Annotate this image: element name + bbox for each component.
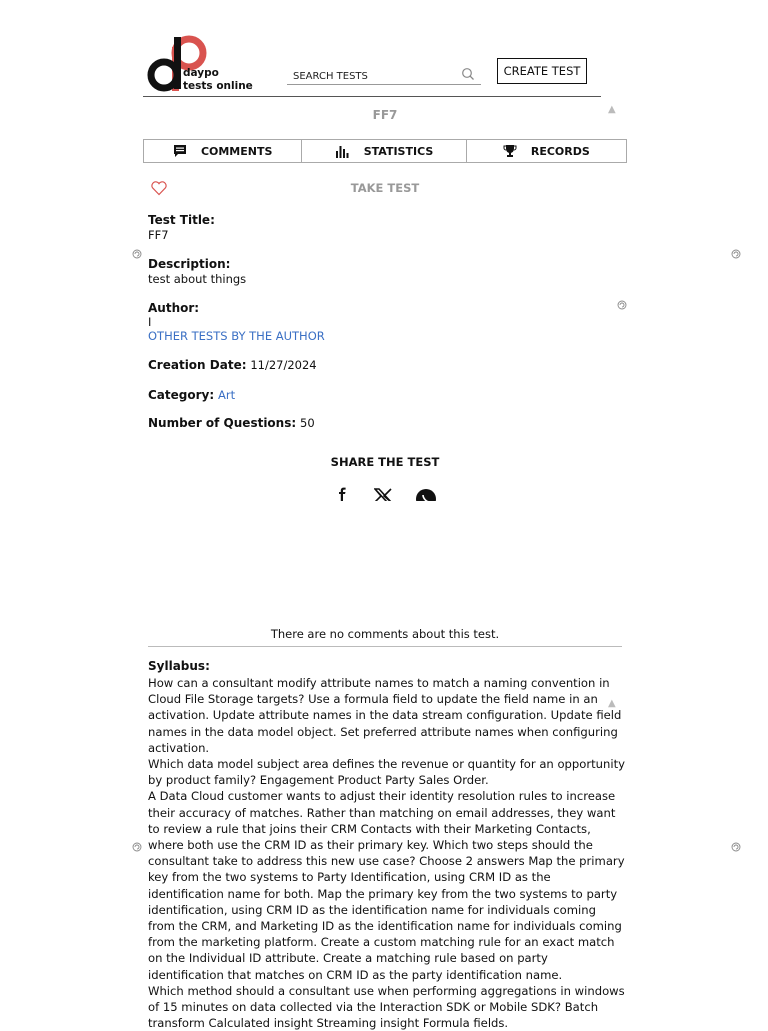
test-title-value: FF7	[148, 228, 169, 242]
comment-icon	[173, 144, 187, 158]
search-icon[interactable]	[461, 67, 475, 81]
facebook-icon[interactable]	[336, 487, 348, 501]
other-tests-link[interactable]: OTHER TESTS BY THE AUTHOR	[148, 329, 325, 343]
logo-text	[183, 67, 253, 93]
ad-info-icon[interactable]	[132, 249, 142, 259]
syllabus-text	[148, 675, 626, 1031]
ad-info-icon[interactable]	[731, 249, 741, 259]
bar-chart-icon	[335, 144, 350, 158]
category-label: Category:	[148, 388, 215, 402]
create-test-button[interactable]: CREATE TEST	[497, 58, 587, 84]
syllabus-paragraph: Which method should a consultant use when performing aggregations in windows of 15 minutes on data collected via the Interaction SDK or Mobile SDK? Batch transform Calculated insight Streaming insight Formula fields.	[148, 983, 625, 1031]
test-title-field	[148, 213, 215, 243]
ad-info-icon[interactable]	[731, 842, 741, 852]
author-field	[148, 301, 325, 344]
num-questions-label: Number of Questions:	[148, 416, 297, 430]
tab-statistics-label: STATISTICS	[363, 144, 434, 158]
category-field	[148, 388, 235, 403]
num-questions-value: 50	[300, 416, 315, 430]
category-link[interactable]: Art	[217, 388, 236, 402]
share-title: SHARE THE TEST	[330, 455, 440, 469]
scroll-up-arrow-icon[interactable]: ▲	[608, 698, 616, 709]
tab-statistics[interactable]	[302, 140, 466, 162]
author-value: I	[148, 315, 152, 329]
search-box	[287, 64, 481, 85]
search-input[interactable]	[287, 68, 453, 82]
logo-line1: daypo	[183, 67, 219, 79]
tab-records[interactable]	[467, 140, 626, 162]
test-title-label: Test Title:	[148, 213, 215, 227]
syllabus-paragraph: How can a consultant modify attribute names to match a naming convention in Cloud File Storage targets? Use a formula field to update the field name in an activation. Update attribute names in the data stream configuration. Update field names in the data model object. Set preferred attribute names when configuring activation.	[148, 676, 622, 755]
ad-info-icon[interactable]	[617, 300, 627, 310]
no-comments-message: There are no comments about this test.	[270, 627, 500, 641]
description-label: Description:	[148, 257, 231, 271]
author-label: Author:	[148, 301, 200, 315]
num-questions-field	[148, 416, 315, 431]
description-value: test about things	[148, 272, 247, 286]
ad-info-icon[interactable]	[132, 842, 142, 852]
trophy-icon	[503, 144, 517, 158]
syllabus-paragraph: A Data Cloud customer wants to adjust their identity resolution rules to increase their accuracy of matches. Rather than matching on email addresses, they want to review a rule that joins their CRM Contacts with their Marketing Contacts, where both use the CRM ID as their primary key. Which two steps should the consultant take to address this new use case? Choose 2 answers Map the primary key from the two systems to Party Identification, using CRM ID as the identification name for both. Map the primary key from the two systems to party identification, using CRM ID as the identification name for individuals coming from the CRM, and Marketing ID as the identification name for individuals coming from the marketing platform. Create a custom matching rule for an exact match on the Individual ID attribute. Create a matching rule based on party identification that matches on CRM ID as the party identification name.	[148, 789, 625, 982]
creation-date-field	[148, 358, 317, 373]
take-test-button[interactable]: TAKE TEST	[350, 181, 420, 195]
creation-date-value: 11/27/2024	[250, 358, 317, 372]
syllabus-label: Syllabus:	[148, 659, 210, 673]
x-twitter-icon[interactable]	[374, 488, 392, 501]
description-field	[148, 257, 246, 287]
whatsapp-icon[interactable]	[415, 488, 437, 501]
syllabus-paragraph: Which data model subject area defines the revenue or quantity for an opportunity by product family? Engagement Product Party Sales Order.	[148, 757, 626, 788]
tab-comments[interactable]	[144, 140, 302, 162]
test-tabs	[143, 139, 627, 163]
tab-records-label: RECORDS	[530, 144, 590, 158]
logo-line2: tests online	[183, 80, 253, 92]
test-name-heading: FF7	[372, 108, 398, 122]
creation-date-label: Creation Date:	[148, 358, 247, 372]
header-divider	[143, 96, 601, 97]
tab-comments-label: COMMENTS	[200, 144, 273, 158]
comments-divider	[148, 646, 622, 647]
share-buttons	[330, 487, 440, 501]
scroll-up-arrow-icon[interactable]: ▲	[608, 104, 616, 115]
